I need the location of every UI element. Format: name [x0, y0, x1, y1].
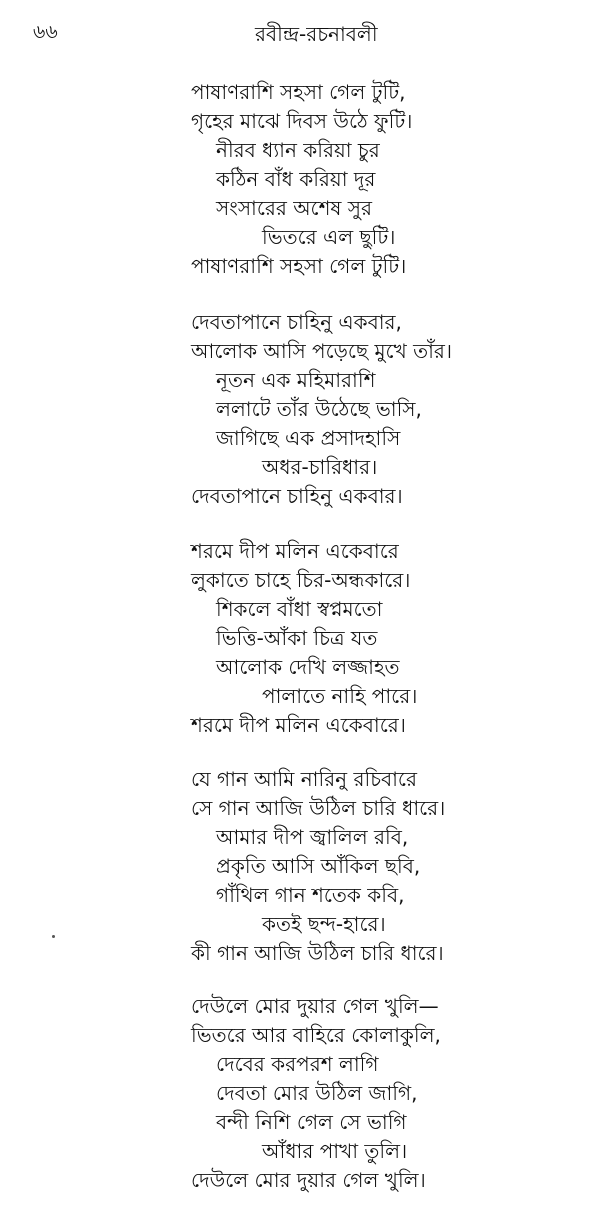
verse-line: আলোক দেখি লজ্জাহত: [216, 655, 400, 679]
verse-line: জাগিছে এক প্রসাদহাসি: [216, 426, 401, 450]
verse-line: সংসারের অশেষ সুর: [216, 196, 373, 220]
verse-line: ভিতরে আর বাহিরে কোলাকুলি,: [191, 1023, 441, 1047]
verse-line: কঠিন বাঁধ করিয়া দূর: [216, 167, 376, 191]
verse-line: পাষাণরাশি সহসা গেল টুটি,: [191, 80, 406, 104]
verse-line: আমার দীপ জ্বালিল রবি,: [216, 825, 409, 849]
verse-line: গাঁথিল গান শতেক কবি,: [216, 883, 405, 907]
verse-line: শরমে দীপ মলিন একেবারে।: [191, 713, 406, 737]
verse-line: নীরব ধ্যান করিয়া চুর: [216, 138, 380, 162]
verse-line: প্রকৃতি আসি আঁকিল ছবি,: [216, 854, 421, 878]
verse-line: শিকলে বাঁধা স্বপ্নমতো: [216, 597, 383, 621]
verse-line: ললাটে তাঁর উঠেছে ভাসি,: [216, 397, 422, 421]
verse-line: দেবতাপানে চাহিনু একবার,: [191, 310, 402, 334]
verse-line: অধর-চারিধার।: [262, 455, 378, 479]
page-number: ৬৬: [33, 21, 58, 43]
verse-line: দেউলে মোর দুয়ার গেল খুলি—: [191, 994, 439, 1018]
verse-line: দেবতা মোর উঠিল জাগি,: [216, 1081, 418, 1105]
verse-line: নূতন এক মহিমারাশি: [216, 368, 376, 392]
verse-line: সে গান আজি উঠিল চারি ধারে।: [191, 796, 446, 820]
verse-line: লুকাতে চাহে চির-অন্ধকারে।: [191, 568, 411, 592]
verse-line: কী গান আজি উঠিল চারি ধারে।: [191, 941, 444, 965]
verse-line: বন্দী নিশি গেল সে ভাগি: [216, 1110, 407, 1134]
verse-line: শরমে দীপ মলিন একেবারে: [191, 539, 399, 563]
verse-line: গৃহের মাঝে দিবস উঠে ফুটি।: [191, 109, 413, 133]
verse-line: পাষাণরাশি সহসা গেল টুটি।: [191, 254, 407, 278]
verse-line: ভিত্তি-আঁকা চিত্র যত: [216, 626, 378, 650]
verse-line: দেবের করপরশ লাগি: [216, 1052, 379, 1076]
verse-line: আলোক আসি পড়েছে মুখে তাঁর।: [191, 339, 453, 363]
verse-line: আঁধার পাখা তুলি।: [262, 1139, 408, 1163]
verse-line: পালাতে নাহি পারে।: [262, 684, 418, 708]
verse-line: যে গান আমি নারিনু রচিবারে: [191, 767, 417, 791]
verse-line: দেউলে মোর দুয়ার গেল খুলি।: [191, 1168, 426, 1192]
verse-line: কতই ছন্দ-হারে।: [262, 912, 386, 936]
verse-line: ভিতরে এল ছুটি।: [262, 225, 396, 249]
running-head: রবীন্দ্র-রচনাবলী: [255, 22, 378, 46]
margin-speck: [52, 935, 55, 938]
verse-line: দেবতাপানে চাহিনু একবার।: [191, 484, 403, 508]
